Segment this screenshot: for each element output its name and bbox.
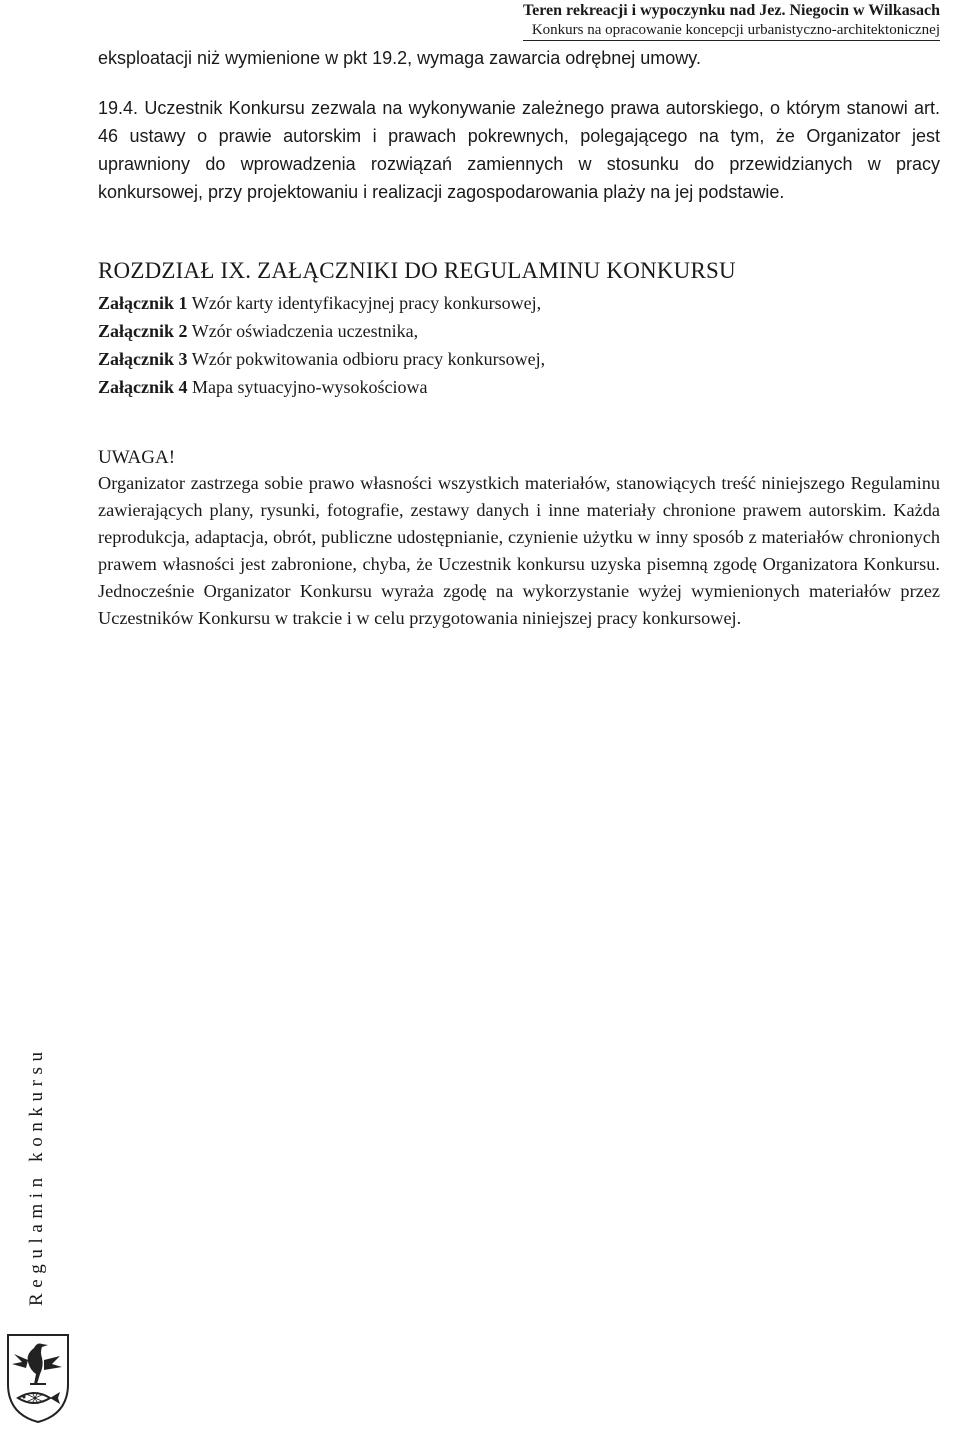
attachment-item bbox=[98, 289, 940, 317]
notice-title: UWAGA! bbox=[98, 447, 176, 468]
page-header bbox=[523, 0, 940, 41]
attachment-text: Wzór pokwitowania odbioru pracy konkursowej, bbox=[191, 349, 546, 369]
notice-text: Organizator zastrzega sobie prawo własności wszystkich materiałów, stanowiących treść niniejszego Regulaminu zawierających plany, rysunki, fotografie, zestawy danych i inne materiały chronione prawem autorskim. Każda reprodukcja, adaptacja, obrót, publiczne udostępnianie, czynienie użytku w inny sposób z materiałów chronionych prawem własności jest zabronione, chyba, że Uczestnik konkursu uzyska pisemną zgodę Organizatora Konkursu. Jednocześnie Organizator Konkursu wyraża zgodę na wykorzystanie wyżej wymienionych materiałów przez Uczestników Konkursu w trakcie i w celu przygotowania niniejszej pracy konkursowej. bbox=[98, 473, 940, 628]
paragraph-number: 19.4. bbox=[98, 98, 139, 118]
side-label-text: Regulamin konkursu bbox=[26, 1046, 47, 1306]
attachment-item bbox=[98, 317, 940, 345]
side-label bbox=[26, 1040, 48, 1306]
paragraph-text: Uczestnik Konkursu zezwala na wykonywanie zależnego prawa autorskiego, o którym stanowi art. 46 ustawy o prawie autorskim i prawach pokrewnych, polegającego na tym, że Organizator jest uprawniony do wprowadzenia rozwiązań zamiennych w stosunku do przewidzianych w pracy konkursowej, przy projektowaniu i realizacji zagospodarowania plaży na jej podstawie. bbox=[98, 98, 940, 202]
attachment-label: Załącznik 3 bbox=[98, 349, 188, 369]
attachment-label: Załącznik 2 bbox=[98, 321, 188, 341]
header-subtitle: Konkurs na opracowanie koncepcji urbanistyczno-architektonicznej bbox=[523, 21, 940, 41]
attachment-item bbox=[98, 373, 940, 401]
chapter-heading: ROZDZIAŁ IX. ZAŁĄCZNIKI DO REGULAMINU KONKURSU bbox=[98, 258, 736, 283]
paragraph-19-4 bbox=[98, 94, 940, 206]
attachment-item bbox=[98, 345, 940, 373]
coat-of-arms-icon bbox=[4, 1332, 72, 1424]
attachment-text: Wzór karty identyfikacyjnej pracy konkursowej, bbox=[191, 293, 542, 313]
continuation-paragraph: eksploatacji niż wymienione w pkt 19.2, wymaga zawarcia odrębnej umowy. bbox=[98, 48, 701, 68]
attachments-list bbox=[98, 289, 940, 401]
attachment-label: Załącznik 4 bbox=[98, 377, 188, 397]
attachment-label: Załącznik 1 bbox=[98, 293, 188, 313]
attachment-text: Wzór oświadczenia uczestnika, bbox=[191, 321, 419, 341]
header-title: Teren rekreacji i wypoczynku nad Jez. Niegocin w Wilkasach bbox=[522, 2, 940, 19]
attachment-text: Mapa sytuacyjno-wysokościowa bbox=[192, 377, 428, 397]
